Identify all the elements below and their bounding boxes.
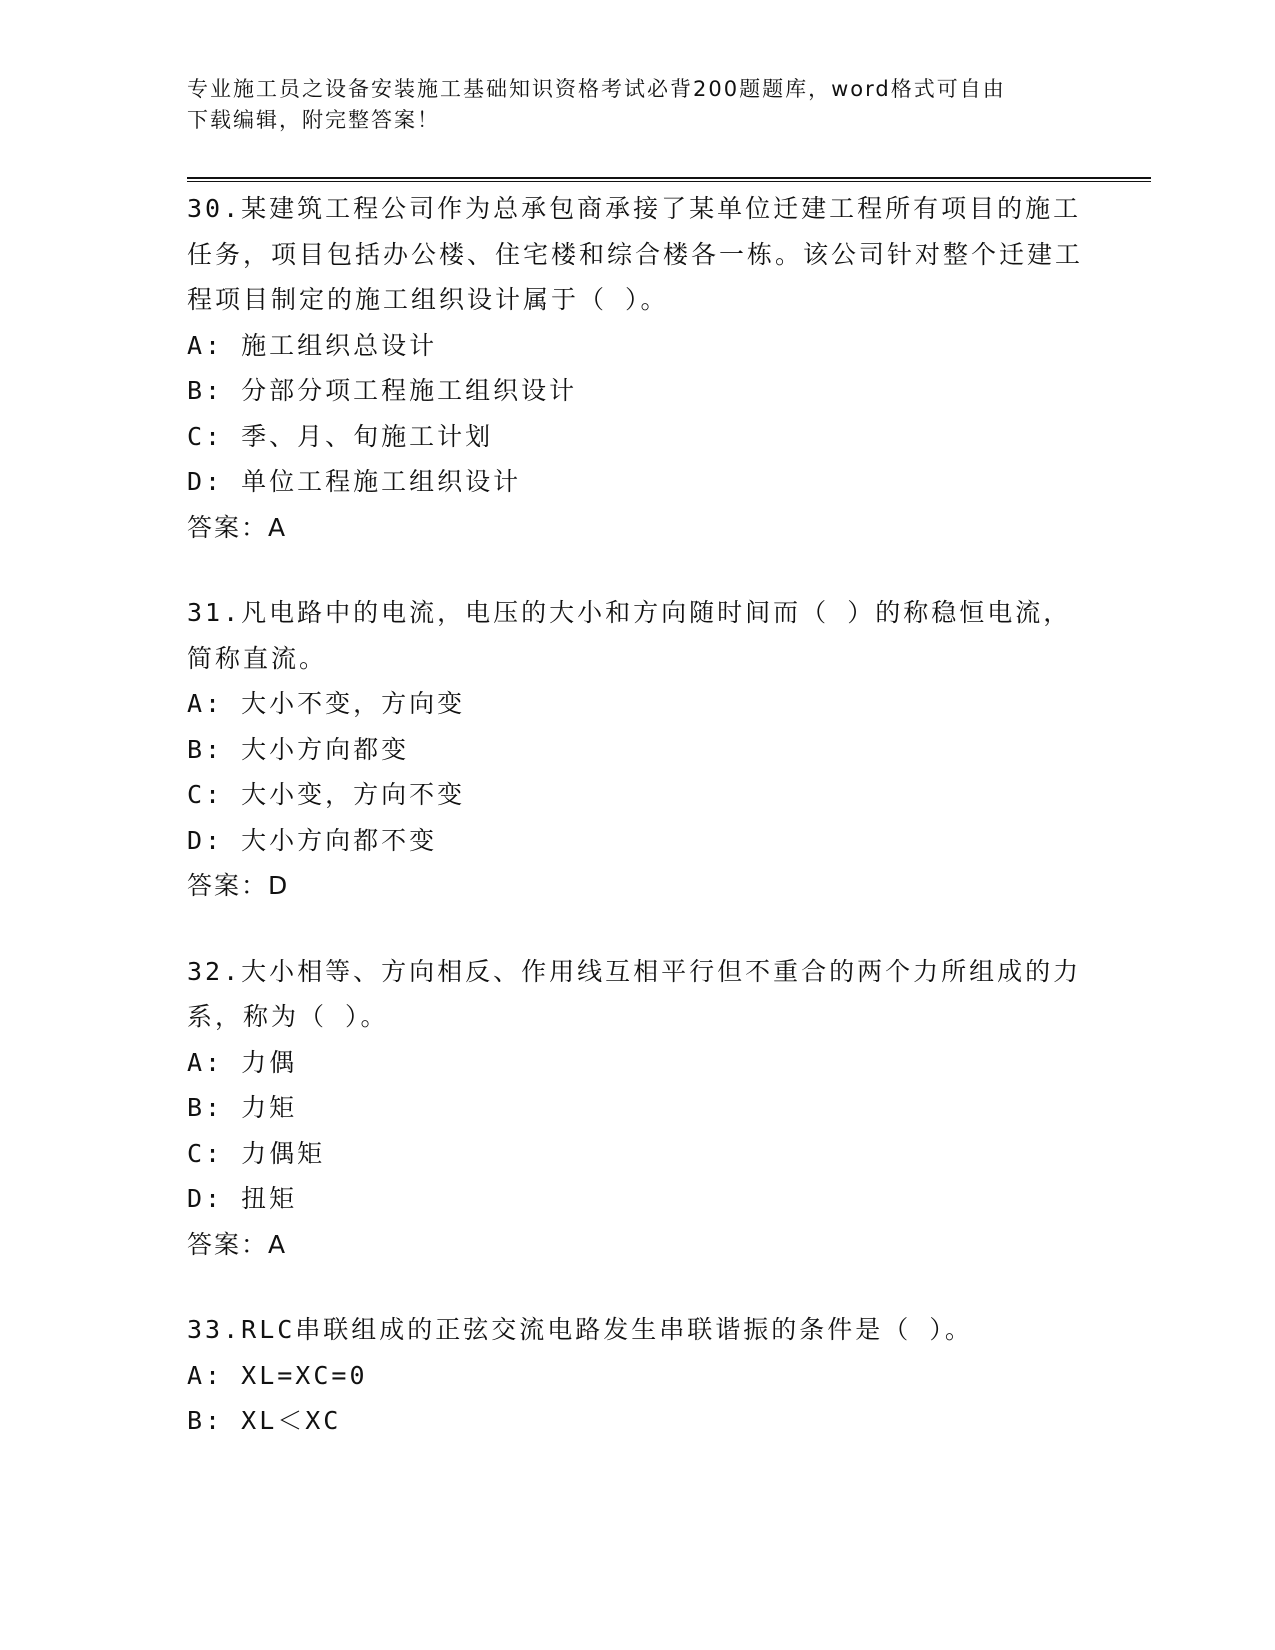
question-31 (187, 590, 1087, 909)
question-32 (187, 949, 1087, 1268)
question-text: 30.某建筑工程公司作为总承包商承接了某单位迁建工程所有项目的施工任务，项目包括办公楼、住宅楼和综合楼各一栋。该公司针对整个迁建工程项目制定的施工组织设计属于（ ）。 (187, 194, 1084, 314)
answer-label: 答案：A (187, 512, 288, 542)
question-list (187, 186, 1087, 1484)
header-title-line-2: 下载编辑，附完整答案！ (187, 108, 440, 132)
answer-label: 答案：A (187, 1229, 288, 1259)
header-divider (187, 177, 1151, 182)
question-33 (187, 1307, 1087, 1444)
option-c: C: 大小变，方向不变 (187, 780, 466, 809)
option-a: A: XL=XC=0 (187, 1360, 368, 1390)
option-b: B: XL＜XC (187, 1406, 342, 1435)
question-text: 32.大小相等、方向相反、作用线互相平行但不重合的两个力所组成的力系，称为（ ）。 (187, 956, 1082, 1031)
option-b: B: 分部分项工程施工组织设计 (187, 376, 578, 405)
question-text: 31.凡电路中的电流，电压的大小和方向随时间而（ ）的称稳恒电流，简称直流。 (187, 598, 1072, 673)
option-d: D: 单位工程施工组织设计 (187, 467, 522, 496)
option-a: A: 施工组织总设计 (187, 330, 438, 360)
option-d: D: 扭矩 (187, 1184, 298, 1213)
document-header (187, 74, 1067, 136)
question-text: 33.RLC串联组成的正弦交流电路发生串联谐振的条件是（ ）。 (187, 1315, 973, 1344)
option-c: C: 力偶矩 (187, 1138, 326, 1168)
option-b: B: 大小方向都变 (187, 734, 410, 764)
option-a: A: 大小不变，方向变 (187, 689, 466, 718)
question-30 (187, 186, 1087, 550)
answer-label: 答案：D (187, 871, 290, 900)
option-a: A: 力偶 (187, 1047, 298, 1077)
option-d: D: 大小方向都不变 (187, 825, 438, 855)
header-title-line-1: 专业施工员之设备安装施工基础知识资格考试必背200题题库，word格式可自由 (187, 77, 1006, 101)
option-c: C: 季、月、旬施工计划 (187, 421, 494, 451)
option-b: B: 力矩 (187, 1093, 298, 1122)
